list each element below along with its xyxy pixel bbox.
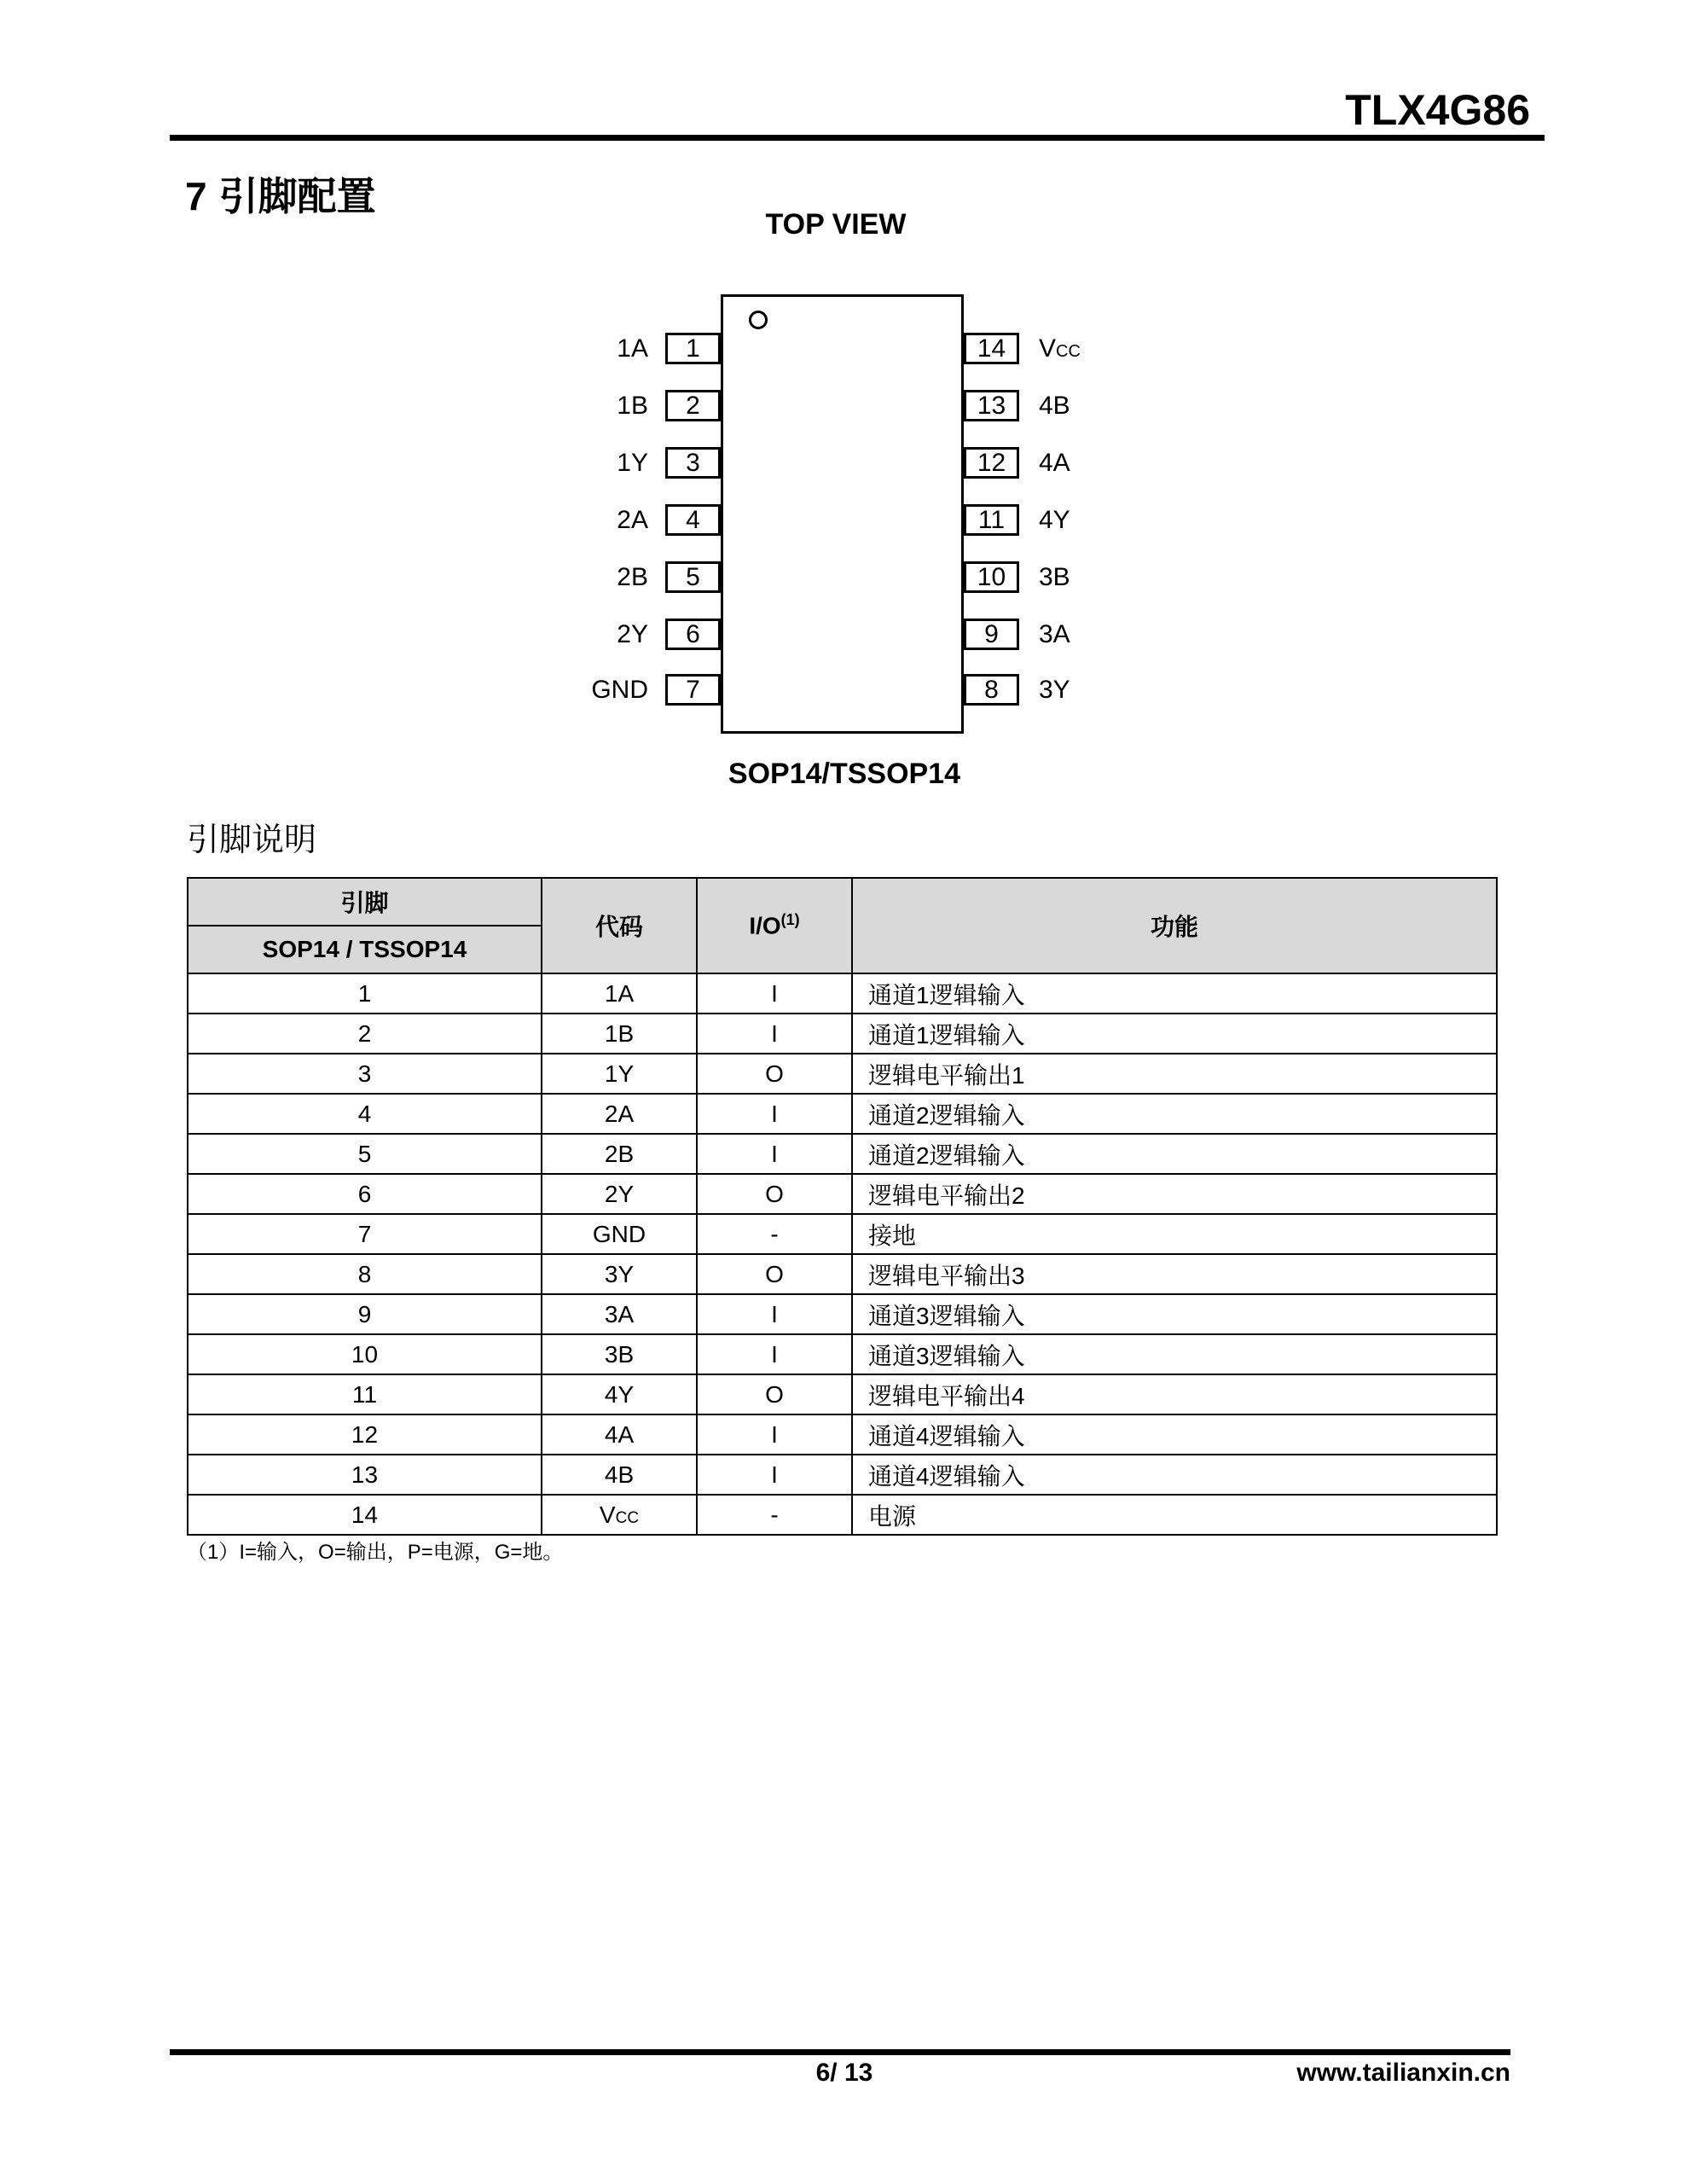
pin-box-12: 12 — [964, 447, 1019, 479]
cell-function: 逻辑电平输出2 — [852, 1174, 1497, 1214]
top-view-label: TOP VIEW — [765, 208, 907, 241]
section-title: 引脚配置 — [218, 174, 376, 218]
table-row — [188, 1214, 1497, 1254]
pin-name-4: 2A — [617, 506, 648, 534]
table-row — [188, 1455, 1497, 1495]
cell-function: 通道1逻辑输入 — [852, 1014, 1497, 1054]
cell-function: 通道4逻辑输入 — [852, 1455, 1497, 1495]
pin-box-10: 10 — [964, 561, 1019, 593]
cell-code: 1B — [542, 1014, 697, 1054]
page-number: 6/ 13 — [815, 2059, 873, 2087]
cell-io: I — [697, 1134, 852, 1174]
cell-pin: 7 — [188, 1214, 542, 1254]
cell-io: O — [697, 1374, 852, 1414]
cell-pin: 3 — [188, 1054, 542, 1094]
table-row — [188, 1014, 1497, 1054]
cell-pin: 1 — [188, 973, 542, 1014]
pin-box-11: 11 — [964, 504, 1019, 536]
pin-name-12: 4A — [1039, 449, 1070, 477]
pin-name-7: GND — [591, 676, 648, 704]
pin-box-13: 13 — [964, 390, 1019, 421]
cell-pin: 12 — [188, 1414, 542, 1455]
section-number: 7 — [185, 174, 207, 218]
header-package: SOP14 / TSSOP14 — [188, 926, 542, 973]
pin-name-10: 3B — [1039, 563, 1070, 591]
table-row — [188, 1174, 1497, 1214]
table-row — [188, 1054, 1497, 1094]
website-link[interactable]: www.tailianxin.cn — [1296, 2059, 1510, 2087]
table-row — [188, 1094, 1497, 1134]
cell-function: 通道1逻辑输入 — [852, 973, 1497, 1014]
table-row — [188, 1495, 1497, 1535]
cell-pin: 4 — [188, 1094, 542, 1134]
cell-code: 4B — [542, 1455, 697, 1495]
package-label: SOP14/TSSOP14 — [728, 758, 961, 790]
pin-box-9: 9 — [964, 619, 1019, 650]
cell-io: I — [697, 1014, 852, 1054]
pin1-indicator-icon — [749, 311, 768, 329]
vcc-letter: V — [599, 1501, 616, 1528]
cell-code: 3B — [542, 1334, 697, 1374]
pin-name-9: 3A — [1039, 620, 1070, 648]
cell-io: I — [697, 1294, 852, 1334]
pin-name-5: 2B — [617, 563, 648, 591]
pin-name-1: 1A — [617, 334, 648, 363]
table-row — [188, 1414, 1497, 1455]
table-row — [188, 1294, 1497, 1334]
cell-code: 2Y — [542, 1174, 697, 1214]
cell-io: I — [697, 1414, 852, 1455]
cell-code — [542, 1495, 697, 1535]
cell-code: 2B — [542, 1134, 697, 1174]
header-function: 功能 — [852, 878, 1497, 973]
cell-pin: 10 — [188, 1334, 542, 1374]
part-number: TLX4G86 — [1345, 86, 1530, 134]
pin-box-8: 8 — [964, 674, 1019, 706]
cell-io: - — [697, 1495, 852, 1535]
cell-io: I — [697, 1094, 852, 1134]
table-row — [188, 1374, 1497, 1414]
table-row — [188, 1134, 1497, 1174]
cell-pin: 8 — [188, 1254, 542, 1294]
cell-code: GND — [542, 1214, 697, 1254]
section-heading — [185, 173, 376, 220]
pin-box-5: 5 — [665, 561, 721, 593]
cell-function: 电源 — [852, 1495, 1497, 1535]
table-row — [188, 1334, 1497, 1374]
pin-box-2: 2 — [665, 390, 721, 421]
cell-code: 1A — [542, 973, 697, 1014]
cell-io: O — [697, 1054, 852, 1094]
pin-box-3: 3 — [665, 447, 721, 479]
cell-pin: 6 — [188, 1174, 542, 1214]
cell-function: 通道3逻辑输入 — [852, 1334, 1497, 1374]
table-footnote: （1）I=输入，O=输出，P=电源，G=地。 — [187, 1541, 564, 1564]
cell-pin: 11 — [188, 1374, 542, 1414]
cell-function: 通道3逻辑输入 — [852, 1294, 1497, 1334]
pin-box-7: 7 — [665, 674, 721, 706]
cell-code: 2A — [542, 1094, 697, 1134]
table-row — [188, 1254, 1497, 1294]
cell-io: I — [697, 1334, 852, 1374]
header-code: 代码 — [542, 878, 697, 973]
table-row — [188, 973, 1497, 1014]
cell-io: O — [697, 1254, 852, 1294]
cell-code: 1Y — [542, 1054, 697, 1094]
cell-io: I — [697, 1455, 852, 1495]
pin-name-6: 2Y — [617, 620, 648, 648]
cell-io: I — [697, 973, 852, 1014]
vcc-subscript: CC — [1056, 342, 1081, 361]
cell-function: 逻辑电平输出4 — [852, 1374, 1497, 1414]
cell-pin: 2 — [188, 1014, 542, 1054]
footer-rule — [170, 2049, 1510, 2055]
header-pin: 引脚 — [188, 878, 542, 926]
vcc-subscript: CC — [615, 1508, 640, 1527]
cell-function: 通道2逻辑输入 — [852, 1094, 1497, 1134]
cell-function: 逻辑电平输出3 — [852, 1254, 1497, 1294]
pin-box-6: 6 — [665, 619, 721, 650]
pin-name-13: 4B — [1039, 392, 1070, 420]
ic-package-body — [721, 294, 964, 734]
vcc-letter: V — [1039, 334, 1057, 363]
pin-box-1: 1 — [665, 333, 721, 364]
cell-function: 通道2逻辑输入 — [852, 1134, 1497, 1174]
cell-pin: 9 — [188, 1294, 542, 1334]
pin-name-8: 3Y — [1039, 676, 1070, 704]
cell-code: 4Y — [542, 1374, 697, 1414]
cell-io: O — [697, 1174, 852, 1214]
cell-code: 3Y — [542, 1254, 697, 1294]
pin-box-14: 14 — [964, 333, 1019, 364]
pin-name-2: 1B — [617, 392, 648, 420]
cell-code: 3A — [542, 1294, 697, 1334]
cell-pin: 13 — [188, 1455, 542, 1495]
cell-function: 逻辑电平输出1 — [852, 1054, 1497, 1094]
cell-pin: 14 — [188, 1495, 542, 1535]
cell-io: - — [697, 1214, 852, 1254]
cell-pin: 5 — [188, 1134, 542, 1174]
header-io — [697, 878, 852, 973]
cell-function: 接地 — [852, 1214, 1497, 1254]
pin-table-title: 引脚说明 — [187, 822, 317, 858]
cell-function: 通道4逻辑输入 — [852, 1414, 1497, 1455]
pin-box-4: 4 — [665, 504, 721, 536]
cell-code: 4A — [542, 1414, 697, 1455]
header-io-label: I/O — [749, 912, 781, 939]
pin-name-3: 1Y — [617, 449, 648, 477]
pin-description-table — [187, 877, 1498, 1536]
header-io-footnote-ref: (1) — [780, 911, 800, 929]
pin-name-11: 4Y — [1039, 506, 1070, 534]
header-rule — [170, 135, 1545, 141]
pin-name-14 — [1039, 333, 1141, 368]
